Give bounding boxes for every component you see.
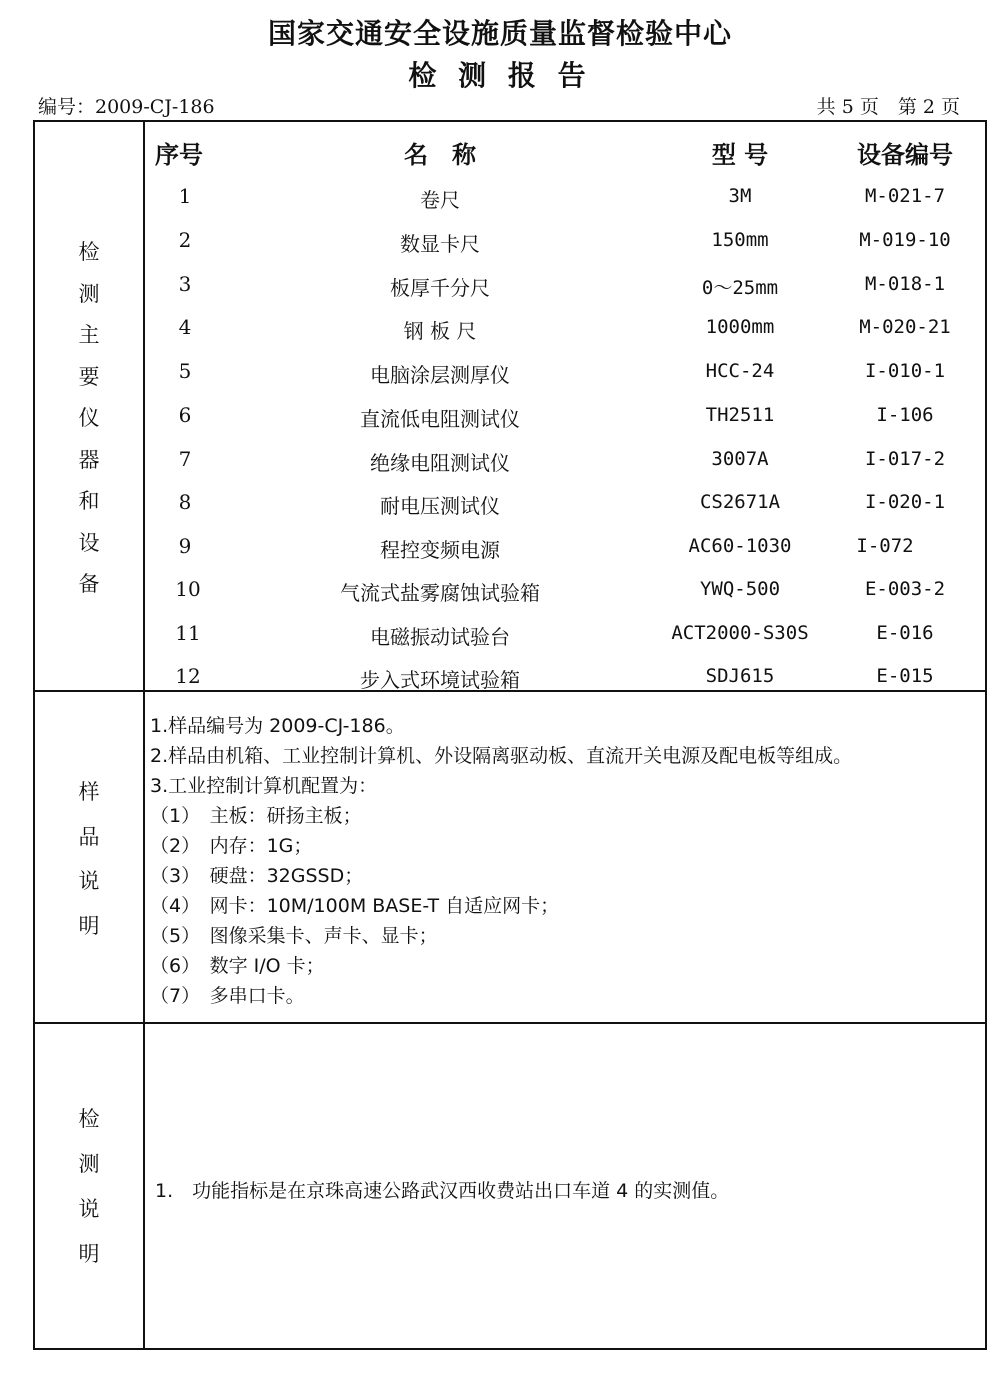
- row-model: TH2511: [705, 404, 775, 426]
- row-no: 5: [178, 359, 192, 383]
- sample-line: （5） 图像采集卡、声卡、显卡；: [150, 925, 438, 947]
- row-model: 3007A: [711, 448, 769, 470]
- col-header-name: 名 称: [404, 141, 476, 169]
- row-model: SDJ615: [705, 665, 775, 687]
- sample-line: 1.样品编号为 2009-CJ-186。: [150, 715, 405, 737]
- row-name: 步入式环境试验箱: [360, 668, 520, 692]
- sample-line: （6） 数字 I/O 卡；: [150, 955, 325, 977]
- row-name: 程控变频电源: [380, 538, 500, 562]
- row-model: 3M: [728, 185, 752, 207]
- row-no: 10: [175, 577, 201, 601]
- equipment-section-label: 检 测 主 要 仪 器 和 设 备: [78, 240, 100, 596]
- row-code: E-015: [876, 665, 934, 687]
- col-header-no: 序号: [155, 141, 203, 169]
- row-model: 0～25mm: [701, 277, 779, 299]
- row-name: 电脑涂层测厚仪: [370, 363, 510, 387]
- row-code: M-021-7: [864, 185, 946, 207]
- row-no: 4: [178, 315, 192, 339]
- report-number: 编号：2009-CJ-186: [38, 96, 215, 118]
- org-title: 国家交通安全设施质量监督检验中心: [267, 17, 732, 50]
- row-model: HCC-24: [705, 360, 775, 382]
- column-divider: [143, 120, 145, 1350]
- sample-line: 3.工业控制计算机配置为：: [150, 775, 378, 797]
- row-name: 气流式盐雾腐蚀试验箱: [340, 581, 540, 605]
- row-name: 耐电压测试仪: [380, 494, 500, 518]
- row-code: M-019-10: [859, 229, 951, 251]
- test-notes-section-label: 检 测 说 明: [78, 1107, 100, 1266]
- row-name: 数显卡尺: [400, 232, 480, 256]
- row-name: 绝缘电阻测试仪: [370, 451, 510, 475]
- row-name: 电磁振动试验台: [370, 625, 510, 649]
- row-code: E-003-2: [864, 578, 946, 600]
- sample-section-label: 样 品 说 明: [78, 780, 100, 938]
- row-name: 卷尺: [420, 188, 460, 212]
- row-no: 6: [178, 403, 192, 427]
- doc-type-title: 检 测 报 告: [408, 59, 592, 92]
- row-code: I-020-1: [864, 491, 946, 513]
- test-note-line: 1. 功能指标是在京珠高速公路武汉西收费站出口车道 4 的实测值。: [155, 1180, 730, 1202]
- row-no: 7: [178, 447, 192, 471]
- row-code: I-072: [856, 535, 914, 557]
- row-no: 12: [175, 664, 201, 688]
- row-model: 150mm: [711, 229, 769, 251]
- sample-line: 2.样品由机箱、工业控制计算机、外设隔离驱动板、直流开关电源及配电板等组成。: [150, 745, 853, 767]
- row-name: 钢 板 尺: [403, 319, 477, 343]
- row-no: 2: [178, 228, 192, 252]
- row-no: 8: [178, 490, 192, 514]
- row-code: I-017-2: [864, 448, 946, 470]
- row-no: 3: [178, 272, 192, 296]
- row-code: M-018-1: [864, 273, 946, 295]
- page-info: 共 5 页 第 2 页: [816, 96, 960, 118]
- row-no: 1: [178, 184, 192, 208]
- row-no: 11: [175, 621, 201, 645]
- row-model: CS2671A: [699, 491, 781, 513]
- section-divider: [33, 1022, 987, 1024]
- row-model: YWQ-500: [699, 578, 781, 600]
- col-header-model: 型 号: [711, 141, 769, 169]
- row-code: I-106: [876, 404, 934, 426]
- row-name: 直流低电阻测试仪: [360, 407, 520, 431]
- row-model: AC60-1030: [688, 535, 792, 557]
- row-code: I-010-1: [864, 360, 946, 382]
- col-header-code: 设备编号: [857, 141, 953, 169]
- sample-line: （3） 硬盘：32GSSD；: [150, 865, 364, 887]
- row-name: 板厚千分尺: [390, 276, 490, 300]
- sample-line: （4） 网卡：10M/100M BASE-T 自适应网卡；: [150, 895, 560, 917]
- row-code: E-016: [876, 622, 934, 644]
- row-code: M-020-21: [859, 316, 951, 338]
- row-model: ACT2000-S30S: [671, 622, 809, 644]
- row-no: 9: [178, 534, 192, 558]
- row-model: 1000mm: [705, 316, 775, 338]
- sample-line: （7） 多串口卡。: [150, 985, 305, 1007]
- sample-line: （1） 主板：研扬主板；: [150, 805, 362, 827]
- sample-line: （2） 内存：1G；: [150, 835, 313, 857]
